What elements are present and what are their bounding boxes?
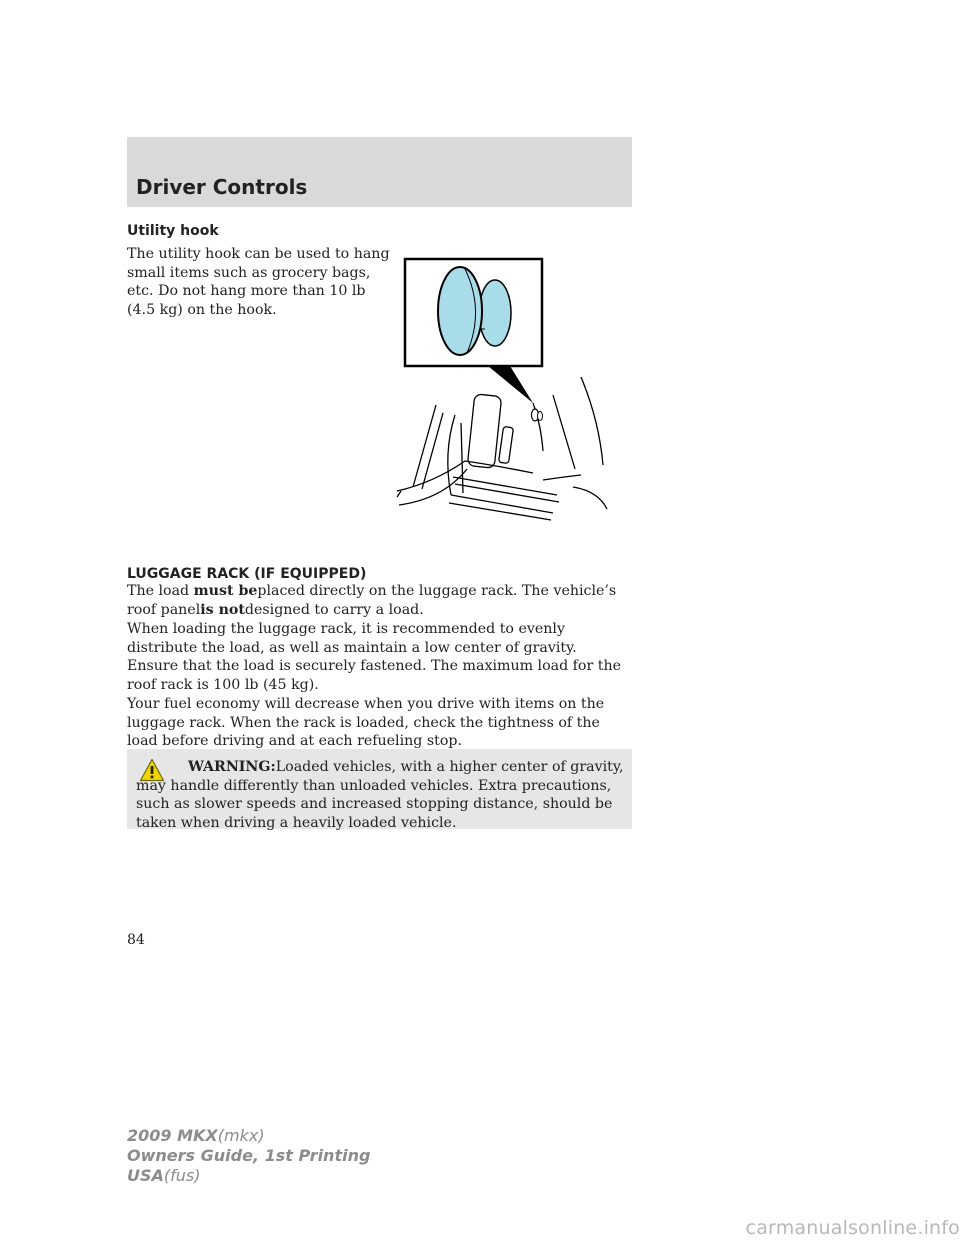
warning-body: Loaded vehicles, with a higher center of gravity, may handle differently than unloaded vehicles. Extra precautions, such as slower speeds and increased stopping distance, should be taken when driving a heavily loaded vehicle. bbox=[136, 759, 624, 831]
utility-hook-illustration bbox=[393, 255, 623, 535]
luggage-rack-paragraph-2: When loading the luggage rack, it is recommended to evenly distribute the load, as well as maintain a low center of gravity. Ensure that the load is securely fastened. The maximum load for the roof rack is 100 lb (45 kg). bbox=[127, 621, 621, 693]
utility-hook-heading: Utility hook bbox=[127, 223, 219, 239]
p1-text-a: The load bbox=[127, 583, 194, 599]
footer-market: USA bbox=[127, 1166, 164, 1185]
p1-emphasis-is-not: is not bbox=[200, 601, 245, 618]
luggage-rack-heading: LUGGAGE RACK (IF EQUIPPED) bbox=[127, 566, 367, 582]
warning-box bbox=[127, 749, 632, 829]
section-title: Driver Controls bbox=[136, 175, 308, 199]
footer-market-code: (fus) bbox=[163, 1166, 201, 1185]
footer-model: 2009 MKX bbox=[127, 1126, 218, 1145]
warning-text bbox=[127, 758, 632, 832]
p1-text-c: placed directly on the luggage rack. The vehicle’s roof panel bbox=[127, 583, 617, 618]
footer-model-code: (mkx) bbox=[217, 1126, 265, 1145]
luggage-rack-paragraph-1 bbox=[127, 582, 632, 619]
footer-edition: Owners Guide, 1st Printing bbox=[127, 1146, 371, 1165]
warning-label: WARNING: bbox=[188, 759, 276, 775]
page-number: 84 bbox=[127, 932, 145, 948]
utility-hook-text: The utility hook can be used to hang small items such as grocery bags, etc. Do not hang more than 10 lb (4.5 kg) on the hook. bbox=[127, 246, 390, 318]
watermark: carmanualsonline.info bbox=[745, 1217, 960, 1239]
section-header bbox=[127, 137, 632, 207]
p1-text-e: designed to carry a load. bbox=[244, 601, 424, 618]
p1-emphasis-must-be: must be bbox=[193, 583, 258, 599]
luggage-rack-paragraph-3: Your fuel economy will decrease when you drive with items on the luggage rack. When the rack is loaded, check the tightness of the load before driving and at each refueling stop. bbox=[127, 696, 605, 750]
footer-print-info bbox=[127, 1126, 370, 1186]
